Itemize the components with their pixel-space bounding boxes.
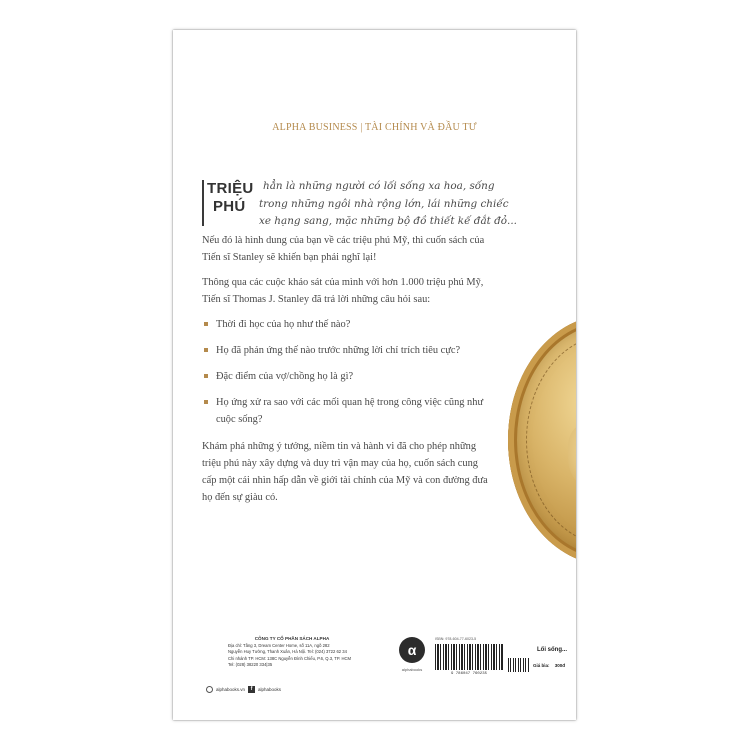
logo-caption: alphabooks [401,667,423,672]
price-caption: Giá bìa: [533,663,550,668]
facebook-icon: f [248,686,255,693]
paragraph-1: Nếu đó là hình dung của bạn về các triệu phú Mỹ, thì cuốn sách của Tiến sĩ Stanley sẽ khiến bạn phải nghĩ lại! [202,235,485,263]
short-title-label: Lối sống... [537,647,567,653]
title-line-1: TRIỆU [207,180,254,197]
alpha-logo-icon: α [399,637,425,663]
paragraph-2: Thông qua các cuộc khảo sát của mình với hơn 1.000 triệu phú Mỹ, Tiến sĩ Thomas J. Stanley đã trả lời những câu hỏi sau: [202,277,484,305]
barcode-digits: 9 786047 760235 [450,672,487,676]
series-label: ALPHA BUSINESS | TÀI CHÍNH VÀ ĐẦU TƯ [272,122,477,133]
barcode [435,644,503,670]
intro-line-1: hẳn là những người có lối sống xa hoa, sống [263,180,495,192]
publisher-address-1: Địa chỉ: Tầng 3, Dream Center Home, số 11A, ngõ 282 [228,643,330,649]
price-value: 300đ [554,663,566,668]
social-links [206,686,281,693]
list-item: Họ ứng xử ra sao với các mối quan hệ trong công việc cũng như cuộc sống? [202,394,492,428]
intro-line-3: xe hạng sang, mặc những bộ đồ thiết kế đắt đỏ... [259,215,517,227]
publisher-name: CÔNG TY CỔ PHẦN SÁCH ALPHA [254,636,330,641]
title-line-2: PHÚ [213,198,246,215]
question-list [202,316,492,428]
publisher-text [228,636,356,668]
list-item: Họ đã phản ứng thế nào trước những lời chỉ trích tiêu cực? [202,342,492,359]
publisher-address-3: Chi nhánh TP. HCM: 138C Nguyễn Đình Chiểu, P.6, Q.3, TP. HCM [228,655,351,661]
list-item: Đặc điểm của vợ/chồng họ là gì? [202,368,492,385]
price-label [533,663,565,668]
book-back-cover [173,30,576,720]
facebook-label: alphabooks [258,687,282,692]
body-text [202,232,492,514]
intro-line-2: trong những ngôi nhà rộng lớn, lái những chiếc [259,197,509,210]
publisher-address-2: Nguyễn Huy Tưởng, Thanh Xuân, Hà Nội. Tel: (024) 3722 62 34 [228,649,347,655]
gold-coin-image [508,315,576,565]
paragraph-3: Khám phá những ý tưởng, niềm tin và hành vi đã cho phép những triệu phú này xây dựng và duy trì vận may của họ, cuốn sách cung cấp một cái nhìn hấp dẫn về giới tài chính của Mỹ và con đường đưa họ đến sự giàu có. [202,441,488,503]
price-barcode [508,658,530,672]
list-item: Thời đi học của họ như thế nào? [202,316,492,333]
publisher-tel: Tel: (028) 38220 334|35 [228,661,273,667]
title-drop-cap [202,180,254,226]
globe-icon [206,686,213,693]
website-label: alphabooks.vn [216,687,246,692]
intro-text [259,178,563,231]
publisher-info [206,636,356,692]
isbn-label: ISBN: 978-604-77-6023-5 [435,637,477,641]
